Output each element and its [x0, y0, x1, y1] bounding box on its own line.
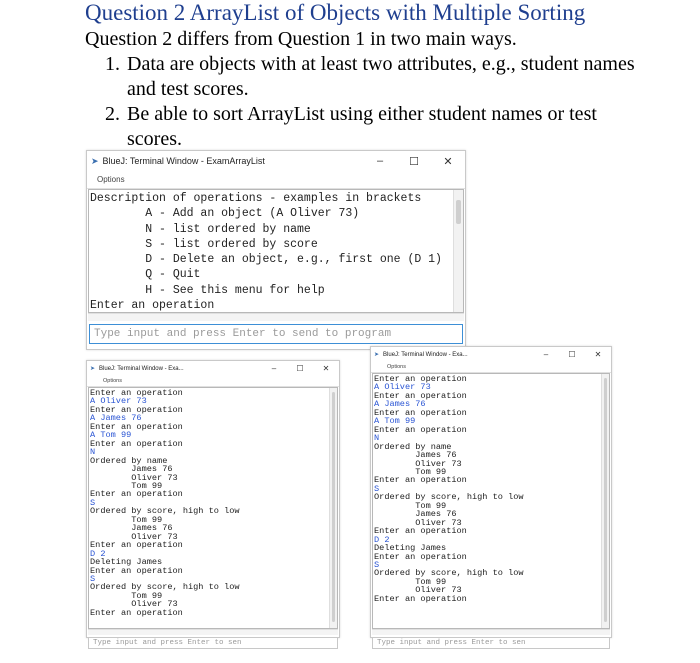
right-terminal-window	[370, 346, 612, 647]
requirement-item	[105, 52, 665, 102]
terminal-input-line: A James 76	[90, 413, 142, 424]
vertical-scrollbar[interactable]	[601, 374, 609, 628]
horizontal-scrollbar[interactable]	[88, 629, 338, 635]
title-bar[interactable]	[371, 347, 611, 362]
terminal-line: Enter an operation	[374, 407, 467, 418]
terminal-line: Tom 99	[90, 514, 163, 525]
terminal-line: Enter an operation	[90, 421, 183, 432]
bluej-bird-icon: ➤	[91, 155, 99, 166]
terminal-input-line: N	[374, 433, 380, 444]
terminal-text	[373, 374, 609, 603]
terminal-line: A - Add an object (A Oliver 73)	[90, 207, 360, 221]
requirement-item	[105, 102, 665, 152]
terminal-line: Q - Quit	[90, 268, 201, 282]
left-terminal-window	[86, 360, 340, 647]
terminal-input-line: A James 76	[374, 399, 426, 410]
terminal-line: Enter an operation	[374, 526, 467, 537]
vertical-scrollbar[interactable]	[329, 388, 337, 628]
terminal-output[interactable]	[88, 387, 338, 629]
terminal-input-line: A Tom 99	[374, 416, 416, 427]
terminal-input-line: A Oliver 73	[90, 396, 147, 407]
window-title: BlueJ: Terminal Window - Exa...	[383, 351, 468, 358]
item-number: 1.	[105, 53, 120, 75]
maximize-button[interactable]: ☐	[409, 155, 419, 168]
terminal-input-line: S	[90, 573, 96, 584]
terminal-line: Oliver 73	[374, 517, 462, 528]
scrollbar-thumb[interactable]	[456, 200, 461, 224]
terminal-line: Oliver 73	[90, 599, 178, 610]
terminal-line: James 76	[90, 464, 173, 475]
terminal-line: Enter an operation	[374, 424, 467, 435]
maximize-button[interactable]: ☐	[296, 364, 304, 373]
options-menu[interactable]: Options	[87, 171, 465, 189]
question-intro: Question 2 differs from Question 1 in two main ways.	[85, 28, 517, 50]
scrollbar-thumb[interactable]	[332, 392, 335, 622]
terminal-line: Ordered by score, high to low	[374, 492, 524, 503]
terminal-line: Enter an operation	[374, 551, 467, 562]
horizontal-scrollbar[interactable]	[88, 313, 464, 321]
terminal-line: Tom 99	[90, 590, 163, 601]
terminal-line: Enter an operation	[374, 374, 467, 384]
terminal-input-line: S	[374, 483, 380, 494]
terminal-input-line: D 2	[374, 534, 390, 545]
terminal-line: Tom 99	[374, 576, 447, 587]
horizontal-scrollbar[interactable]	[372, 629, 610, 635]
terminal-input-line: N	[90, 447, 96, 458]
terminal-input-line: A Tom 99	[90, 430, 132, 441]
terminal-line: James 76	[90, 523, 173, 534]
terminal-line: Tom 99	[90, 480, 163, 491]
terminal-input[interactable]: Type input and press Enter to send to program	[89, 324, 463, 344]
terminal-line: Ordered by name	[90, 455, 168, 466]
close-button[interactable]: ✕	[322, 364, 330, 373]
terminal-input-line: S	[374, 559, 380, 570]
question-heading: Question 2 ArrayList of Objects with Multiple Sorting	[85, 0, 586, 25]
options-menu[interactable]: Options	[87, 376, 339, 387]
terminal-input[interactable]: Type input and press Enter to sen	[88, 637, 338, 649]
terminal-line: Enter an operation	[90, 540, 183, 551]
terminal-line: D - Delete an object, e.g., first one (D 1)	[90, 253, 442, 267]
close-button[interactable]: ✕	[443, 155, 453, 168]
minimize-button[interactable]: –	[376, 155, 384, 167]
terminal-line: Ordered by name	[374, 441, 452, 452]
terminal-line: Deleting James	[374, 543, 447, 554]
terminal-input-line: D 2	[90, 548, 106, 559]
terminal-line: Enter an operation	[374, 593, 467, 604]
main-terminal-window	[86, 150, 466, 350]
terminal-line: Enter an operation	[90, 565, 183, 576]
terminal-output[interactable]	[88, 189, 464, 313]
maximize-button[interactable]: ☐	[568, 350, 576, 359]
item-text: Data are objects with at least two attributes, e.g., student names and test scores.	[127, 53, 635, 100]
terminal-line: Tom 99	[374, 466, 447, 477]
terminal-line: Enter an operation	[374, 390, 467, 401]
terminal-line: Enter an operation	[90, 489, 183, 500]
title-bar[interactable]	[87, 151, 465, 171]
terminal-output[interactable]	[372, 373, 610, 629]
terminal-text	[89, 388, 337, 617]
terminal-line: James 76	[374, 450, 457, 461]
terminal-line: S - list ordered by score	[90, 237, 318, 251]
minimize-button[interactable]: –	[271, 364, 277, 373]
terminal-input[interactable]: Type input and press Enter to sen	[372, 637, 610, 649]
terminal-line: Ordered by score, high to low	[90, 506, 240, 517]
terminal-line: Description of operations - examples in brackets	[90, 192, 422, 205]
terminal-line: Enter an operation	[374, 475, 467, 486]
terminal-line: Enter an operation	[90, 299, 215, 313]
terminal-line: Oliver 73	[374, 458, 462, 469]
terminal-line: Enter an operation	[90, 438, 183, 449]
close-button[interactable]: ✕	[594, 350, 602, 359]
terminal-line: N - list ordered by name	[90, 222, 311, 236]
terminal-line: Oliver 73	[90, 531, 178, 542]
terminal-line: Enter an operation	[90, 404, 183, 415]
terminal-line: Enter an operation	[90, 388, 183, 398]
minimize-button[interactable]: –	[543, 350, 549, 359]
terminal-input-line: S	[90, 497, 96, 508]
item-number: 2.	[105, 103, 120, 125]
terminal-line: Oliver 73	[90, 472, 178, 483]
terminal-line: Oliver 73	[374, 585, 462, 596]
bluej-bird-icon: ➤	[90, 366, 96, 372]
bluej-bird-icon: ➤	[374, 352, 380, 358]
terminal-line: Ordered by score, high to low	[374, 568, 524, 579]
window-title: BlueJ: Terminal Window - Exa...	[99, 365, 184, 372]
terminal-line: Enter an operation	[90, 607, 183, 618]
terminal-line: Tom 99	[374, 500, 447, 511]
terminal-text	[89, 190, 463, 313]
item-text: Be able to sort ArrayList using either student names or test scores.	[127, 103, 597, 150]
options-menu[interactable]: Options	[371, 362, 611, 373]
terminal-line: James 76	[374, 509, 457, 520]
requirements-list	[105, 52, 665, 152]
scrollbar-thumb[interactable]	[604, 378, 607, 622]
terminal-line: H - See this menu for help	[90, 283, 325, 297]
terminal-input-line: A Oliver 73	[374, 382, 431, 393]
terminal-line: Ordered by score, high to low	[90, 582, 240, 593]
terminal-line: Deleting James	[90, 557, 163, 568]
title-bar[interactable]	[87, 361, 339, 376]
vertical-scrollbar[interactable]	[453, 190, 463, 312]
window-title: BlueJ: Terminal Window - ExamArrayList	[102, 156, 265, 166]
